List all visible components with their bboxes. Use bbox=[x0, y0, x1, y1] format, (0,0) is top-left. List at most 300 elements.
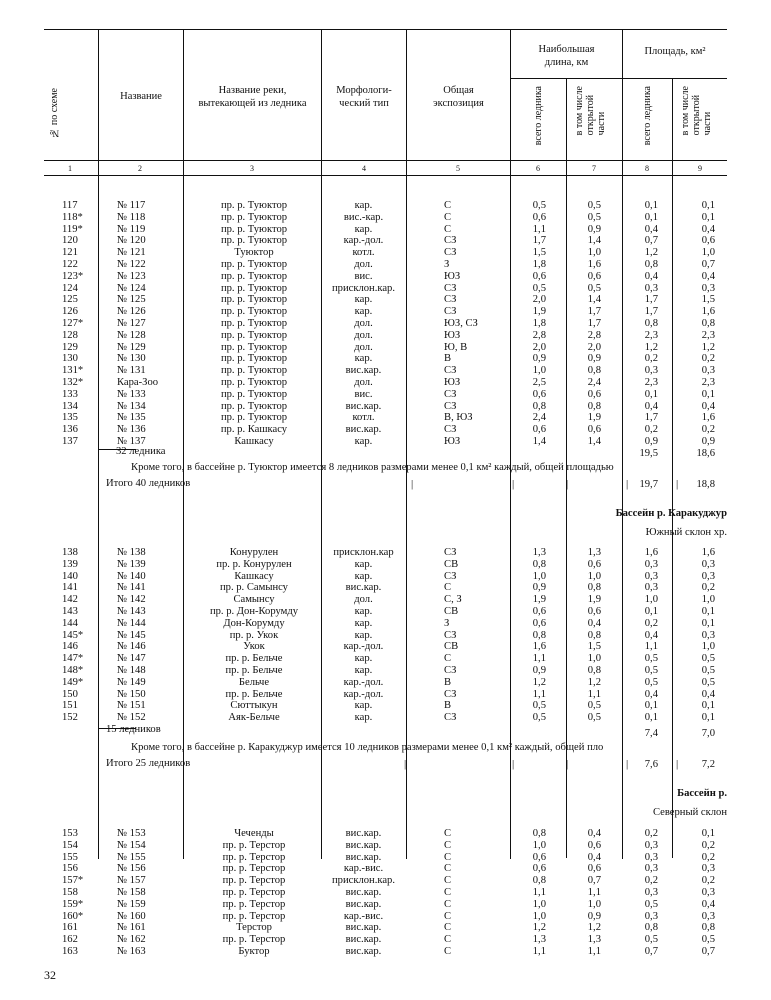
table-row bbox=[0, 641, 771, 653]
section2-basin: Бассейн р. Каракуджур bbox=[615, 508, 727, 519]
length-total-cell: 0,5 bbox=[532, 700, 546, 712]
morphologic-type-cell: кар.-дол. bbox=[343, 676, 384, 688]
exposition-cell: СЗ bbox=[444, 688, 457, 700]
header-length-open-line2: открытой bbox=[585, 94, 596, 136]
table-row bbox=[0, 887, 771, 899]
length-open-cell: 0,6 bbox=[587, 839, 601, 851]
river-name-cell: пр. р. Туюктор bbox=[220, 412, 288, 424]
colnum-1: 1 bbox=[68, 164, 72, 173]
river-name-cell: пр. р. Туюктор bbox=[220, 317, 288, 329]
exposition-cell: С bbox=[444, 851, 452, 863]
exposition-cell: ЮЗ, СЗ bbox=[444, 317, 478, 329]
glacier-name-cell: № 121 bbox=[117, 247, 146, 259]
area-open-cell: 1,6 bbox=[701, 547, 715, 558]
length-total-cell: 0,6 bbox=[532, 388, 546, 400]
section1-total-label: Итого 40 ледников bbox=[106, 478, 191, 489]
header-col3-line2: вытекающей из ледника bbox=[198, 98, 307, 109]
length-total-cell: 0,5 bbox=[532, 200, 546, 211]
river-name-cell: Кашкасу bbox=[234, 435, 274, 447]
morphologic-type-cell: вис. bbox=[354, 270, 373, 282]
glacier-name-cell: № 141 bbox=[117, 582, 146, 594]
area-total-cell: 0,3 bbox=[644, 910, 658, 922]
area-total-cell: 0,1 bbox=[644, 200, 658, 211]
glacier-name-cell: № 159 bbox=[117, 898, 146, 910]
glacier-name-cell: № 118 bbox=[117, 211, 146, 223]
area-total-cell: 1,6 bbox=[644, 547, 658, 558]
length-total-cell: 0,9 bbox=[532, 664, 546, 676]
glacier-name-cell: № 144 bbox=[117, 617, 146, 629]
morphologic-type-cell: котл. bbox=[352, 412, 375, 424]
scheme-number-cell: 143 bbox=[62, 605, 78, 617]
exposition-cell: В bbox=[444, 353, 452, 365]
length-total-cell: 2,5 bbox=[532, 376, 546, 388]
river-name-cell: пр. р. Туюктор bbox=[220, 211, 288, 223]
colnum-9: 9 bbox=[698, 164, 702, 173]
river-name-cell: Туюктор bbox=[234, 247, 274, 259]
area-total-cell: 0,2 bbox=[644, 617, 658, 629]
section2-rows bbox=[0, 547, 771, 724]
river-name-cell: Бельче bbox=[238, 676, 270, 688]
exposition-cell: СЗ bbox=[444, 388, 457, 400]
length-open-cell: 0,5 bbox=[587, 200, 601, 211]
scheme-number-cell: 148* bbox=[62, 664, 84, 676]
area-open-cell: 0,4 bbox=[701, 898, 715, 910]
glacier-name-cell: № 151 bbox=[117, 700, 146, 712]
morphologic-type-cell: вис.кар. bbox=[345, 839, 382, 851]
length-open-cell: 1,9 bbox=[587, 412, 601, 424]
table-row bbox=[0, 377, 771, 389]
header-length-line1: Наибольшая bbox=[538, 44, 595, 55]
header-length-open bbox=[574, 86, 607, 135]
section1-grand-total: 19,7 bbox=[639, 479, 658, 490]
scheme-number-cell: 119* bbox=[62, 223, 83, 235]
area-open-cell: 1,2 bbox=[701, 341, 715, 353]
glacier-name-cell: № 162 bbox=[117, 934, 146, 946]
area-open-cell: 0,3 bbox=[701, 886, 715, 898]
glacier-name-cell: № 125 bbox=[117, 294, 146, 306]
glacier-name-cell: № 119 bbox=[117, 223, 146, 235]
table-row bbox=[0, 899, 771, 911]
area-total-cell: 0,9 bbox=[644, 435, 658, 447]
glacier-name-cell: № 142 bbox=[117, 594, 146, 606]
exposition-cell: С bbox=[444, 828, 452, 839]
morphologic-type-cell: кар. bbox=[354, 653, 373, 665]
length-open-cell: 0,6 bbox=[587, 863, 601, 875]
length-total-cell: 1,0 bbox=[532, 365, 546, 377]
scheme-number-cell: 128 bbox=[62, 329, 78, 341]
area-total-cell: 0,2 bbox=[644, 353, 658, 365]
morphologic-type-cell: кар. bbox=[354, 353, 373, 365]
morphologic-type-cell: кар.-вис. bbox=[343, 863, 384, 875]
length-total-cell: 1,1 bbox=[532, 223, 546, 235]
area-open-cell: 0,5 bbox=[701, 934, 715, 946]
section1-sum-open: 18,6 bbox=[696, 448, 715, 459]
area-open-cell: 0,8 bbox=[701, 922, 715, 934]
table-row bbox=[0, 547, 771, 559]
section1-sum-total: 19,5 bbox=[639, 448, 658, 459]
area-open-cell: 0,5 bbox=[701, 676, 715, 688]
area-total-cell: 0,4 bbox=[644, 629, 658, 641]
length-total-cell: 1,2 bbox=[532, 922, 546, 934]
scheme-number-cell: 141 bbox=[62, 582, 78, 594]
scheme-number-cell: 122 bbox=[62, 258, 78, 270]
length-open-cell: 1,3 bbox=[587, 934, 601, 946]
river-name-cell: пр. р. Укок bbox=[229, 629, 279, 641]
table-row bbox=[0, 700, 771, 712]
exposition-cell: СЗ bbox=[444, 235, 457, 247]
length-open-cell: 0,4 bbox=[587, 617, 601, 629]
colnum-6: 6 bbox=[536, 164, 540, 173]
morphologic-type-cell: кар. bbox=[354, 223, 373, 235]
area-open-cell: 0,1 bbox=[701, 388, 715, 400]
exposition-cell: СЗ bbox=[444, 424, 457, 436]
area-total-cell: 0,5 bbox=[644, 676, 658, 688]
length-total-cell: 1,1 bbox=[532, 945, 546, 957]
river-name-cell: пр. р. Конурулен bbox=[216, 558, 292, 570]
header-col1: № по схеме bbox=[49, 88, 60, 139]
area-total-cell: 0,5 bbox=[644, 934, 658, 946]
river-name-cell: Терстор bbox=[236, 922, 272, 934]
table-row bbox=[0, 840, 771, 852]
morphologic-type-cell: дол. bbox=[354, 594, 373, 606]
glacier-name-cell: № 135 bbox=[117, 412, 146, 424]
area-total-cell: 0,3 bbox=[644, 863, 658, 875]
header-area: Площадь, км² bbox=[644, 46, 706, 57]
river-name-cell: Чеченды bbox=[234, 828, 274, 839]
exposition-cell: С, З bbox=[444, 594, 462, 606]
exposition-cell: СВ bbox=[444, 605, 459, 617]
scheme-number-cell: 133 bbox=[62, 388, 78, 400]
table-row bbox=[0, 630, 771, 642]
morphologic-type-cell: кар.-вис. bbox=[343, 910, 384, 922]
area-total-cell: 0,4 bbox=[644, 223, 658, 235]
river-name-cell: пр. р. Туюктор bbox=[220, 200, 288, 211]
table-row bbox=[0, 283, 771, 295]
scheme-number-cell: 120 bbox=[62, 235, 78, 247]
river-name-cell: Буктор bbox=[238, 945, 270, 957]
morphologic-type-cell: вис.-кар. bbox=[343, 211, 384, 223]
glacier-name-cell: № 146 bbox=[117, 641, 146, 653]
area-total-cell: 1,7 bbox=[644, 412, 658, 424]
header-col5-line2: экспозиция bbox=[433, 98, 484, 109]
length-open-cell: 0,5 bbox=[587, 282, 601, 294]
section2-note: Кроме того, в бассейне р. Каракуджур имеется 10 ледников размерами менее 0,1 км² каждый, общей пло bbox=[131, 742, 604, 753]
area-total-cell: 1,7 bbox=[644, 306, 658, 318]
river-name-cell: пр. р. Туюктор bbox=[220, 223, 288, 235]
length-total-cell: 1,3 bbox=[532, 547, 546, 558]
table-row bbox=[0, 606, 771, 618]
area-total-cell: 0,1 bbox=[644, 712, 658, 724]
area-total-cell: 0,1 bbox=[644, 211, 658, 223]
morphologic-type-cell: кар. bbox=[354, 294, 373, 306]
area-total-cell: 0,8 bbox=[644, 317, 658, 329]
river-name-cell: Укок bbox=[243, 641, 265, 653]
length-open-cell: 0,6 bbox=[587, 424, 601, 436]
scheme-number-cell: 154 bbox=[62, 839, 78, 851]
glacier-name-cell: № 137 bbox=[117, 435, 146, 447]
length-total-cell: 0,6 bbox=[532, 851, 546, 863]
area-total-cell: 1,1 bbox=[644, 641, 658, 653]
morphologic-type-cell: вис.кар. bbox=[345, 922, 382, 934]
river-name-cell: пр. р. Туюктор bbox=[220, 258, 288, 270]
exposition-cell: С bbox=[444, 863, 452, 875]
exposition-cell: СЗ bbox=[444, 629, 457, 641]
scheme-number-cell: 118* bbox=[62, 211, 83, 223]
area-open-cell: 0,2 bbox=[701, 353, 715, 365]
river-name-cell: пр. р. Терстор bbox=[222, 910, 286, 922]
exposition-cell: С bbox=[444, 582, 452, 594]
area-open-cell: 0,2 bbox=[701, 582, 715, 594]
table-row bbox=[0, 330, 771, 342]
morphologic-type-cell: кар.-дол. bbox=[343, 235, 384, 247]
colnum-7: 7 bbox=[592, 164, 596, 173]
area-open-cell: 0,1 bbox=[701, 211, 715, 223]
morphologic-type-cell: вис.кар. bbox=[345, 424, 382, 436]
table-row bbox=[0, 212, 771, 224]
area-open-cell: 0,3 bbox=[701, 629, 715, 641]
length-total-cell: 1,8 bbox=[532, 258, 546, 270]
header-area-open bbox=[680, 86, 713, 135]
table-row bbox=[0, 571, 771, 583]
header-area-total: всего ледника bbox=[642, 86, 653, 146]
river-name-cell: пр. р. Бельче bbox=[225, 688, 283, 700]
exposition-cell: СЗ bbox=[444, 400, 457, 412]
header-area-open-line2: открытой bbox=[691, 94, 702, 136]
area-total-cell: 0,5 bbox=[644, 898, 658, 910]
section2-grand-total: 7,6 bbox=[644, 759, 658, 770]
glacier-name-cell: № 140 bbox=[117, 570, 146, 582]
length-total-cell: 1,8 bbox=[532, 317, 546, 329]
section1-grand-open: 18,8 bbox=[696, 479, 715, 490]
colnum-5: 5 bbox=[456, 164, 460, 173]
morphologic-type-cell: вис.кар. bbox=[345, 945, 382, 957]
glacier-name-cell: № 154 bbox=[117, 839, 146, 851]
area-total-cell: 0,5 bbox=[644, 664, 658, 676]
river-name-cell: Аяк-Бельче bbox=[228, 712, 280, 724]
scheme-number-cell: 140 bbox=[62, 570, 78, 582]
river-name-cell: пр. р. Бельче bbox=[225, 664, 283, 676]
area-total-cell: 0,3 bbox=[644, 582, 658, 594]
scheme-number-cell: 157* bbox=[62, 875, 84, 887]
length-open-cell: 1,4 bbox=[587, 235, 601, 247]
length-open-cell: 0,6 bbox=[587, 605, 601, 617]
scheme-number-cell: 130 bbox=[62, 353, 78, 365]
table-row bbox=[0, 353, 771, 365]
length-total-cell: 1,0 bbox=[532, 570, 546, 582]
colnum-2: 2 bbox=[138, 164, 142, 173]
morphologic-type-cell: котл. bbox=[352, 247, 375, 259]
area-open-cell: 0,1 bbox=[701, 712, 715, 724]
morphologic-type-cell: вис.кар. bbox=[345, 851, 382, 863]
area-open-cell: 0,3 bbox=[701, 910, 715, 922]
scheme-number-cell: 144 bbox=[62, 617, 78, 629]
glacier-name-cell: № 145 bbox=[117, 629, 146, 641]
area-total-cell: 0,5 bbox=[644, 653, 658, 665]
exposition-cell: СВ bbox=[444, 641, 459, 653]
morphologic-type-cell: кар. bbox=[354, 629, 373, 641]
header-top-rule bbox=[44, 29, 727, 30]
morphologic-type-cell: дол. bbox=[354, 317, 373, 329]
length-open-cell: 1,2 bbox=[587, 676, 601, 688]
morphologic-type-cell: вис.кар. bbox=[345, 828, 382, 839]
header-sub-rule bbox=[510, 78, 727, 79]
area-open-cell: 1,6 bbox=[701, 412, 715, 424]
section3-basin: Бассейн р. bbox=[677, 788, 727, 799]
length-total-cell: 0,6 bbox=[532, 617, 546, 629]
glacier-name-cell: № 157 bbox=[117, 875, 146, 887]
glacier-name-cell: № 139 bbox=[117, 558, 146, 570]
table-row bbox=[0, 424, 771, 436]
length-total-cell: 2,8 bbox=[532, 329, 546, 341]
river-name-cell: пр. р. Терстор bbox=[222, 886, 286, 898]
length-open-cell: 1,6 bbox=[587, 258, 601, 270]
section2-sum-total: 7,4 bbox=[644, 728, 658, 739]
exposition-cell: С bbox=[444, 653, 452, 665]
table-row bbox=[0, 200, 771, 212]
river-name-cell: пр. р. Бельче bbox=[225, 653, 283, 665]
area-open-cell: 0,1 bbox=[701, 700, 715, 712]
length-total-cell: 0,8 bbox=[532, 400, 546, 412]
morphologic-type-cell: кар. bbox=[354, 712, 373, 724]
exposition-cell: ЮЗ bbox=[444, 435, 461, 447]
scheme-number-cell: 123* bbox=[62, 270, 84, 282]
glacier-name-cell: № 156 bbox=[117, 863, 146, 875]
scheme-number-cell: 152 bbox=[62, 712, 78, 724]
length-open-cell: 1,4 bbox=[587, 435, 601, 447]
length-open-cell: 1,0 bbox=[587, 247, 601, 259]
morphologic-type-cell: кар. bbox=[354, 700, 373, 712]
length-open-cell: 0,5 bbox=[587, 712, 601, 724]
glacier-name-cell: № 136 bbox=[117, 424, 146, 436]
table-row bbox=[0, 863, 771, 875]
table-row bbox=[0, 828, 771, 840]
river-name-cell: пр. р. Дон-Корумду bbox=[209, 605, 299, 617]
length-open-cell: 1,1 bbox=[587, 688, 601, 700]
glacier-name-cell: № 148 bbox=[117, 664, 146, 676]
length-open-cell: 1,4 bbox=[587, 294, 601, 306]
glacier-name-cell: № 122 bbox=[117, 258, 146, 270]
length-open-cell: 0,8 bbox=[587, 400, 601, 412]
length-open-cell: 1,3 bbox=[587, 547, 601, 558]
exposition-cell: З bbox=[444, 617, 450, 629]
scheme-number-cell: 137 bbox=[62, 435, 78, 447]
river-name-cell: пр. р. Туюктор bbox=[220, 400, 288, 412]
table-row bbox=[0, 559, 771, 571]
table-row bbox=[0, 934, 771, 946]
exposition-cell: З bbox=[444, 258, 450, 270]
glacier-name-cell: № 123 bbox=[117, 270, 146, 282]
area-open-cell: 0,7 bbox=[701, 945, 715, 957]
exposition-cell: В, ЮЗ bbox=[444, 412, 473, 424]
table-row bbox=[0, 271, 771, 283]
scheme-number-cell: 117 bbox=[62, 200, 78, 211]
length-open-cell: 0,5 bbox=[587, 700, 601, 712]
river-name-cell: пр. р. Туюктор bbox=[220, 388, 288, 400]
scheme-number-cell: 139 bbox=[62, 558, 78, 570]
length-total-cell: 1,0 bbox=[532, 910, 546, 922]
length-total-cell: 2,0 bbox=[532, 294, 546, 306]
area-total-cell: 1,2 bbox=[644, 247, 658, 259]
exposition-cell: СЗ bbox=[444, 294, 457, 306]
morphologic-type-cell: кар. bbox=[354, 306, 373, 318]
exposition-cell: Ю, В bbox=[444, 341, 468, 353]
exposition-cell: С bbox=[444, 910, 452, 922]
table-row bbox=[0, 318, 771, 330]
length-total-cell: 1,0 bbox=[532, 898, 546, 910]
page-number: 32 bbox=[44, 968, 56, 982]
glacier-name-cell: № 149 bbox=[117, 676, 146, 688]
length-total-cell: 0,6 bbox=[532, 270, 546, 282]
table-row bbox=[0, 922, 771, 934]
length-open-cell: 0,6 bbox=[587, 270, 601, 282]
header-col5-line1: Общая bbox=[443, 85, 474, 96]
header-length bbox=[511, 43, 622, 69]
scheme-number-cell: 134 bbox=[62, 400, 78, 412]
exposition-cell: ЮЗ bbox=[444, 270, 461, 282]
river-name-cell: пр. р. Туюктор bbox=[220, 353, 288, 365]
exposition-cell: С bbox=[444, 200, 452, 211]
header-col3-line1: Название реки, bbox=[218, 85, 287, 96]
glacier-name-cell: № 143 bbox=[117, 605, 146, 617]
area-total-cell: 0,3 bbox=[644, 886, 658, 898]
length-open-cell: 1,0 bbox=[587, 898, 601, 910]
river-name-cell: пр. р. Терстор bbox=[222, 863, 286, 875]
scheme-number-cell: 135 bbox=[62, 412, 78, 424]
area-total-cell: 1,7 bbox=[644, 294, 658, 306]
table-row bbox=[0, 677, 771, 689]
river-name-cell: пр. р. Туюктор bbox=[220, 294, 288, 306]
exposition-cell: В bbox=[444, 676, 452, 688]
glacier-name-cell: № 163 bbox=[117, 945, 146, 957]
length-total-cell: 0,6 bbox=[532, 211, 546, 223]
section3-slope: Северный склон bbox=[652, 807, 727, 818]
scheme-number-cell: 155 bbox=[62, 851, 78, 863]
length-open-cell: 0,6 bbox=[587, 388, 601, 400]
glacier-name-cell: № 160 bbox=[117, 910, 146, 922]
river-name-cell: пр. р. Туюктор bbox=[220, 235, 288, 247]
header-length-open-line1: в том числе bbox=[574, 86, 585, 136]
length-open-cell: 0,5 bbox=[587, 211, 601, 223]
length-total-cell: 2,0 bbox=[532, 341, 546, 353]
section1-rows bbox=[0, 200, 771, 448]
exposition-cell: С bbox=[444, 945, 452, 957]
morphologic-type-cell: вис.кар. bbox=[345, 365, 382, 377]
glacier-name-cell: № 129 bbox=[117, 341, 146, 353]
table-row bbox=[0, 689, 771, 701]
glacier-name-cell: № 134 bbox=[117, 400, 146, 412]
header-col3 bbox=[185, 84, 320, 110]
length-total-cell: 2,4 bbox=[532, 412, 546, 424]
exposition-cell: С bbox=[444, 839, 452, 851]
area-open-cell: 0,6 bbox=[701, 235, 715, 247]
length-open-cell: 1,1 bbox=[587, 945, 601, 957]
river-name-cell: пр. р. Самынсу bbox=[220, 582, 288, 594]
river-name-cell: Самынсу bbox=[233, 594, 275, 606]
length-total-cell: 1,2 bbox=[532, 676, 546, 688]
river-name-cell: пр. р. Туюктор bbox=[220, 376, 288, 388]
scheme-number-cell: 158 bbox=[62, 886, 78, 898]
area-total-cell: 0,2 bbox=[644, 424, 658, 436]
glacier-name-cell: № 155 bbox=[117, 851, 146, 863]
length-total-cell: 1,0 bbox=[532, 839, 546, 851]
area-open-cell: 0,1 bbox=[701, 828, 715, 839]
scheme-number-cell: 150 bbox=[62, 688, 78, 700]
morphologic-type-cell: кар. bbox=[354, 664, 373, 676]
length-open-cell: 2,4 bbox=[587, 376, 601, 388]
area-total-cell: 0,7 bbox=[644, 235, 658, 247]
morphologic-type-cell: вис.кар. bbox=[345, 934, 382, 946]
header-area-open-line1: в том числе bbox=[680, 86, 691, 136]
